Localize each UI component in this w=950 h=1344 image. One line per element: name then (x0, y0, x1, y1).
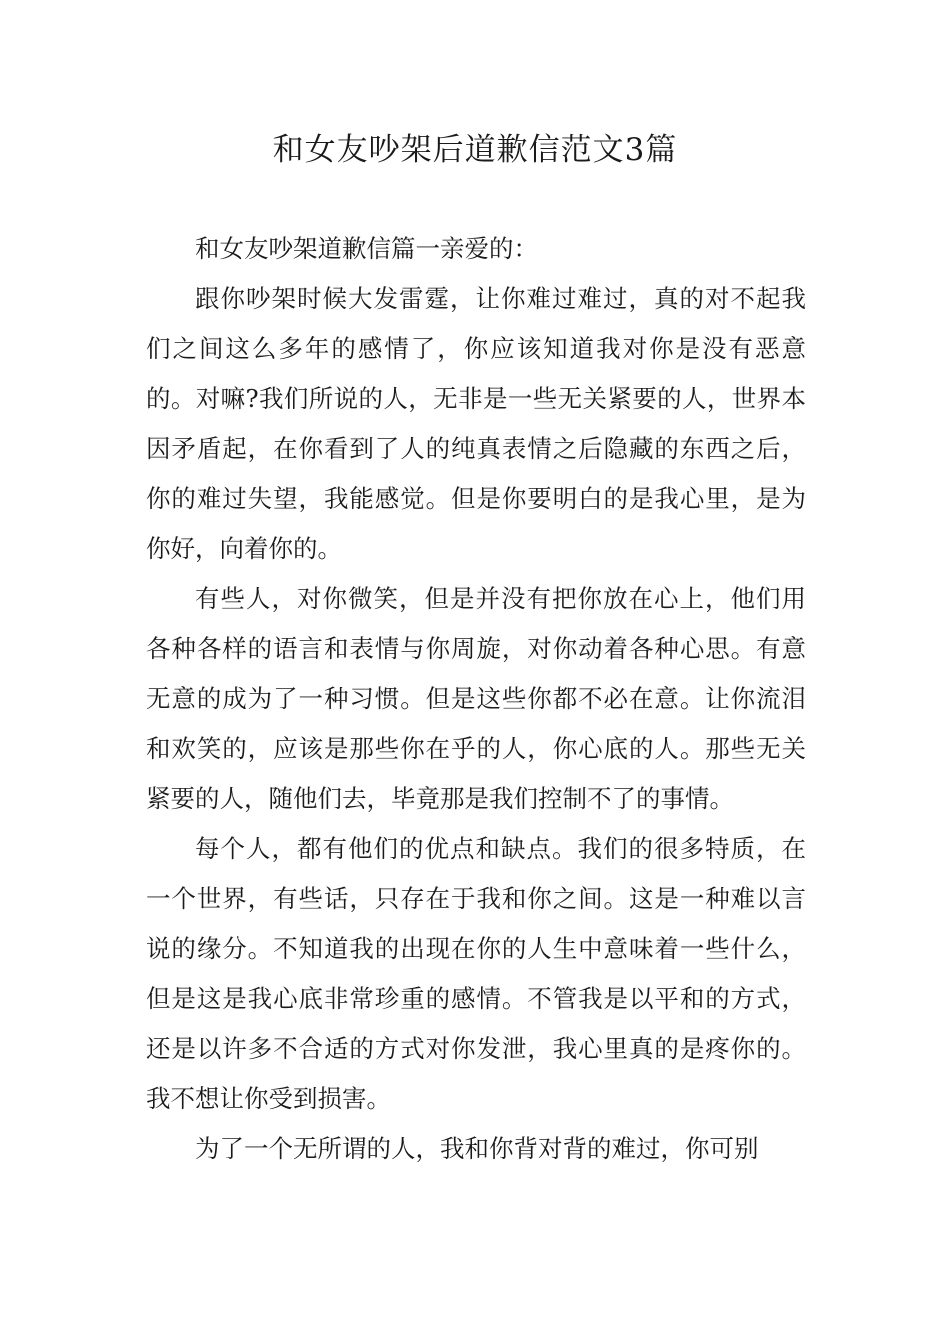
paragraph-1: 跟你吵架时候大发雷霆，让你难过难过，真的对不起我们之间这么多年的感情了，你应该知道我对你是没有恶意的。对嘛?我们所说的人，无非是一些无关紧要的人，世界本因矛盾起，在你看到了人的纯真表情之后隐藏的东西之后，你的难过失望，我能感觉。但是你要明白的是我心里，是为你好，向着你的。 (146, 284, 806, 563)
document-body (146, 224, 806, 1174)
paragraph-2: 有些人，对你微笑，但是并没有把你放在心上，他们用各种各样的语言和表情与你周旋，对你动着各种心思。有意无意的成为了一种习惯。但是这些你都不必在意。让你流泪和欢笑的，应该是那些你在乎的人，你心底的人。那些无关紧要的人，随他们去，毕竟那是我们控制不了的事情。 (146, 584, 806, 813)
paragraph-3: 每个人，都有他们的优点和缺点。我们的很多特质，在一个世界，有些话，只存在于我和你之间。这是一种难以言说的缘分。不知道我的出现在你的人生中意味着一些什么，但是这是我心底非常珍重的感情。不管我是以平和的方式，还是以许多不合适的方式对你发泄，我心里真的是疼你的。我不想让你受到损害。 (146, 834, 806, 1113)
paragraph-salutation: 和女友吵架道歉信篇一亲爱的： (195, 234, 538, 263)
paragraph-4: 为了一个无所谓的人，我和你背对背的难过，你可别 (195, 1134, 759, 1163)
document-title: 和女友吵架后道歉信范文3篇 (272, 132, 678, 168)
